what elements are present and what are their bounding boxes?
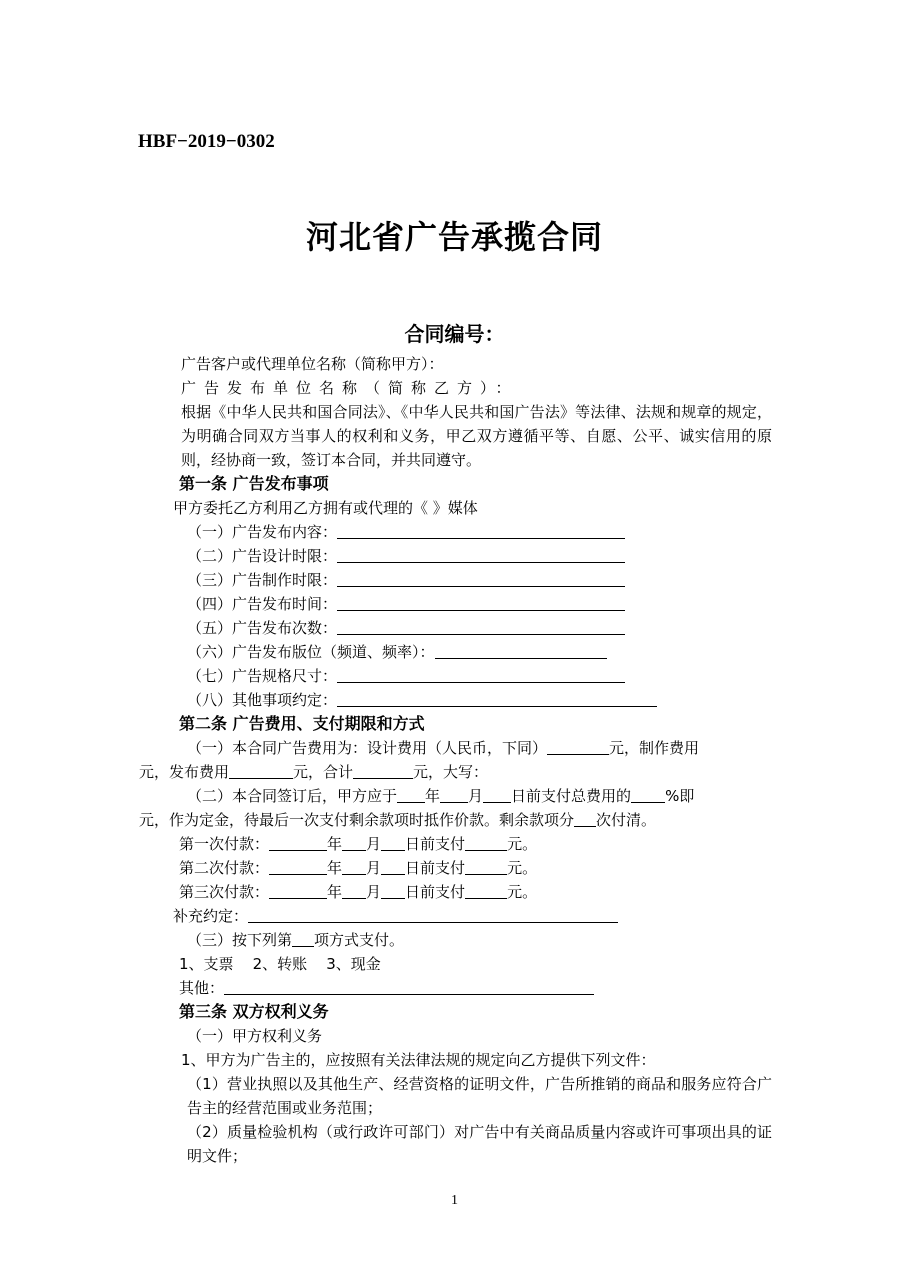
fill-blank[interactable]	[483, 787, 511, 803]
other-line: 其他：	[139, 976, 772, 1000]
fill-blank[interactable]	[574, 811, 596, 827]
publish-item: （六）广告发布版位（频道、频率）：	[139, 640, 772, 664]
contract-number-label: 合同编号：	[404, 322, 505, 346]
fill-blank[interactable]	[440, 787, 468, 803]
fill-blank[interactable]	[269, 835, 327, 851]
payment-method-line: （三）按下列第 项方式支付。	[187, 931, 405, 949]
supplement-line: 补充约定：	[139, 904, 772, 928]
publish-item: （一）广告发布内容：	[139, 520, 772, 544]
document-requirement-2: （2）质量检验机构（或行政许可部门）对广告中有关商品质量内容或许可事项出具的证明文件；	[187, 1123, 772, 1165]
fill-blank[interactable]	[269, 883, 327, 899]
publish-item: （七）广告规格尺寸：	[139, 664, 772, 688]
publish-item: （二）广告设计时限：	[139, 544, 772, 568]
fill-blank[interactable]	[337, 691, 657, 707]
article-1-intro: 甲方委托乙方利用乙方拥有或代理的《 》媒体	[173, 499, 478, 517]
article-1-heading: 第一条 广告发布事项	[179, 474, 329, 493]
fill-blank[interactable]	[337, 571, 625, 587]
fill-blank[interactable]	[397, 787, 425, 803]
fill-blank[interactable]	[381, 859, 405, 875]
fill-blank[interactable]	[547, 739, 609, 755]
payment-line: 第三次付款： 年 月 日前支付 元。	[179, 883, 538, 901]
fee-line-2: 元，发布费用 元，合计 元，大写：	[139, 763, 489, 781]
deposit-line-2: 元，作为定金，待最后一次支付剩余款项时抵作价款。剩余款项分 次付清。	[139, 811, 657, 829]
page-number: 1	[451, 1193, 458, 1208]
publish-item: （五）广告发布次数：	[139, 616, 772, 640]
fill-blank[interactable]	[337, 547, 625, 563]
fill-blank[interactable]	[465, 883, 507, 899]
publish-item: （三）广告制作时限：	[139, 568, 772, 592]
party-a-line: 广告客户或代理单位名称（简称甲方）：	[181, 355, 444, 373]
payment-methods-list: 1、支票 2、转账 3、现金	[179, 955, 381, 973]
party-b-line: 广告发布单位名称（简称乙方）：	[181, 379, 519, 397]
fill-blank[interactable]	[229, 763, 293, 779]
article-2-heading: 第二条 广告费用、支付期限和方式	[179, 714, 425, 733]
contract-title: 河北省广告承揽合同	[305, 218, 603, 256]
fill-blank[interactable]	[465, 835, 507, 851]
fill-blank[interactable]	[224, 979, 594, 995]
fill-blank[interactable]	[337, 523, 625, 539]
fill-blank[interactable]	[248, 907, 618, 923]
fill-blank[interactable]	[337, 667, 625, 683]
fee-line-1: （一）本合同广告费用为：设计费用（人民币，下同） 元，制作费用	[187, 739, 700, 757]
fill-blank[interactable]	[269, 859, 327, 875]
fill-blank[interactable]	[342, 835, 366, 851]
article-3-heading: 第三条 双方权利义务	[179, 1002, 329, 1021]
document-code: HBF−2019−0302	[138, 131, 275, 152]
publish-item: （八）其他事项约定：	[139, 688, 772, 712]
document-requirement-1: （1）营业执照以及其他生产、经营资格的证明文件，广告所推销的商品和服务应符合广告主的经营范围或业务范围；	[187, 1075, 772, 1117]
duty-item-1: 1、甲方为广告主的，应按照有关法律法规的规定向乙方提供下列文件：	[181, 1051, 656, 1069]
fill-blank[interactable]	[435, 643, 607, 659]
fill-blank[interactable]	[337, 619, 625, 635]
payment-line: 第二次付款： 年 月 日前支付 元。	[179, 859, 538, 877]
fill-blank[interactable]	[342, 883, 366, 899]
fill-blank[interactable]	[337, 595, 625, 611]
fill-blank[interactable]	[381, 883, 405, 899]
party-a-duties-heading: （一）甲方权利义务	[187, 1027, 323, 1045]
deposit-line-1: （二）本合同签订后，甲方应于 年 月 日前支付总费用的 %即	[187, 787, 695, 805]
publish-item: （四）广告发布时间：	[139, 592, 772, 616]
fill-blank[interactable]	[342, 859, 366, 875]
fill-blank[interactable]	[292, 931, 314, 947]
payment-line: 第一次付款： 年 月 日前支付 元。	[179, 835, 538, 853]
preamble-paragraph: 根据《中华人民共和国合同法》、《中华人民共和国广告法》等法律、法规和规章的规定，为明确合同双方当事人的权利和义务，甲乙双方遵循平等、自愿、公平、诚实信用的原则，经协商一致，签订本合同，并共同遵守。	[181, 403, 772, 469]
fill-blank[interactable]	[465, 859, 507, 875]
fill-blank[interactable]	[631, 787, 665, 803]
fill-blank[interactable]	[381, 835, 405, 851]
contract-body	[139, 352, 772, 1168]
fill-blank[interactable]	[353, 763, 413, 779]
